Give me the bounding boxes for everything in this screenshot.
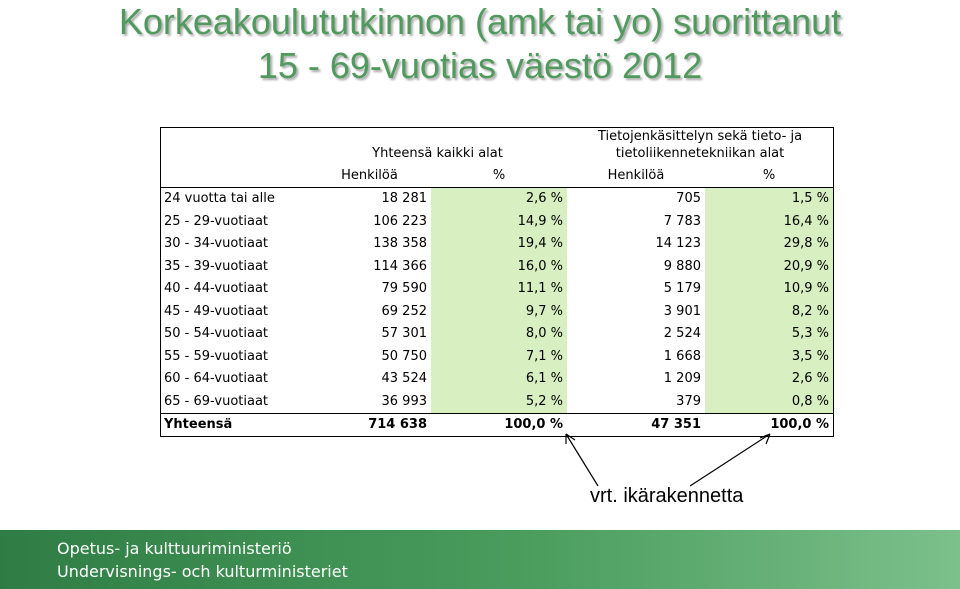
pct-all-cell: 11,1 % (431, 278, 567, 301)
persons-all-cell: 50 750 (381, 348, 427, 364)
arrowhead-left (566, 434, 575, 444)
pct-all-cell: 2,6 % (431, 187, 567, 210)
group-header-ict-fields: Tietojenkäsittelyn sekä tieto- ja tietoliikennetekniikan alat (567, 128, 834, 165)
persons-all-cell: 106 223 (373, 213, 427, 229)
col-header-persons-all: Henkilöä (308, 164, 431, 187)
persons-ict-cell: 1 209 (663, 371, 701, 387)
persons-ict-cell: 2 524 (663, 326, 701, 342)
pct-ict-cell: 2,6 % (705, 368, 834, 391)
pct-ict-cell: 8,2 % (705, 300, 834, 323)
persons-all-cell: 18 281 (381, 191, 427, 207)
row-label: 45 - 49-vuotiaat (161, 300, 309, 323)
row-label: 50 - 54-vuotiaat (161, 323, 309, 346)
pct-all-cell: 6,1 % (431, 368, 567, 391)
pct-ict-cell: 0,8 % (705, 390, 834, 413)
persons-all-cell: 138 358 (373, 236, 427, 252)
arrow-to-ict-pct (690, 434, 770, 486)
total-persons-ict: 47 351 (567, 413, 705, 437)
total-label: Yhteensä (161, 413, 309, 437)
annotation-note: vrt. ikärakennetta (590, 485, 744, 507)
persons-all-cell: 79 590 (381, 281, 427, 297)
group-header-all-fields: Yhteensä kaikki alat (308, 128, 567, 165)
pct-all-cell: 14,9 % (431, 210, 567, 233)
pct-all-cell: 9,7 % (431, 300, 567, 323)
persons-ict-cell: 3 901 (663, 303, 701, 319)
footer-swedish-name: Undervisnings- och kulturministeriet (57, 562, 348, 581)
row-label: 25 - 29-vuotiaat (161, 210, 309, 233)
row-label: 35 - 39-vuotiaat (161, 255, 309, 278)
row-label: 60 - 64-vuotiaat (161, 368, 309, 391)
persons-all-cell: 36 993 (381, 393, 427, 409)
pct-all-cell: 5,2 % (431, 390, 567, 413)
persons-all-cell: 57 301 (381, 326, 427, 342)
pct-ict-cell: 20,9 % (705, 255, 834, 278)
title-line-2: 15 - 69-vuotias väestö 2012 (257, 45, 703, 86)
persons-all-cell: 69 252 (381, 303, 427, 319)
persons-ict-cell: 705 (676, 191, 701, 207)
pct-all-cell: 19,4 % (431, 233, 567, 256)
row-label: 40 - 44-vuotiaat (161, 278, 309, 301)
pct-all-cell: 8,0 % (431, 323, 567, 346)
col-header-pct-ict: % (705, 164, 834, 187)
pct-all-cell: 7,1 % (431, 345, 567, 368)
ministry-footer (0, 530, 960, 589)
persons-ict-cell: 9 880 (663, 258, 701, 274)
pct-ict-cell: 29,8 % (705, 233, 834, 256)
footer-finnish-name: Opetus- ja kulttuuriministeriö (57, 539, 292, 558)
row-label: 65 - 69-vuotiaat (161, 390, 309, 413)
persons-ict-cell: 7 783 (663, 213, 701, 229)
persons-all-cell: 114 366 (373, 258, 427, 274)
persons-ict-cell: 5 179 (663, 281, 701, 297)
total-persons-all: 714 638 (308, 413, 431, 437)
pct-ict-cell: 10,9 % (705, 278, 834, 301)
pct-ict-cell: 5,3 % (705, 323, 834, 346)
persons-ict-cell: 1 668 (663, 348, 701, 364)
persons-ict-cell: 14 123 (655, 236, 701, 252)
total-pct-all: 100,0 % (431, 413, 567, 437)
title-line-1: Korkeakoulututkinnon (amk tai yo) suorittanut (118, 1, 842, 42)
persons-ict-cell: 379 (676, 393, 701, 409)
arrow-to-total-pct (566, 434, 598, 486)
row-label: 24 vuotta tai alle (161, 187, 309, 210)
col-header-pct-all: % (431, 164, 567, 187)
pct-ict-cell: 1,5 % (705, 187, 834, 210)
pct-ict-cell: 16,4 % (705, 210, 834, 233)
total-pct-ict: 100,0 % (705, 413, 834, 437)
row-label: 30 - 34-vuotiaat (161, 233, 309, 256)
pct-all-cell: 16,0 % (431, 255, 567, 278)
pct-ict-cell: 3,5 % (705, 345, 834, 368)
persons-all-cell: 43 524 (381, 371, 427, 387)
row-label: 55 - 59-vuotiaat (161, 345, 309, 368)
col-header-persons-ict: Henkilöä (567, 164, 705, 187)
